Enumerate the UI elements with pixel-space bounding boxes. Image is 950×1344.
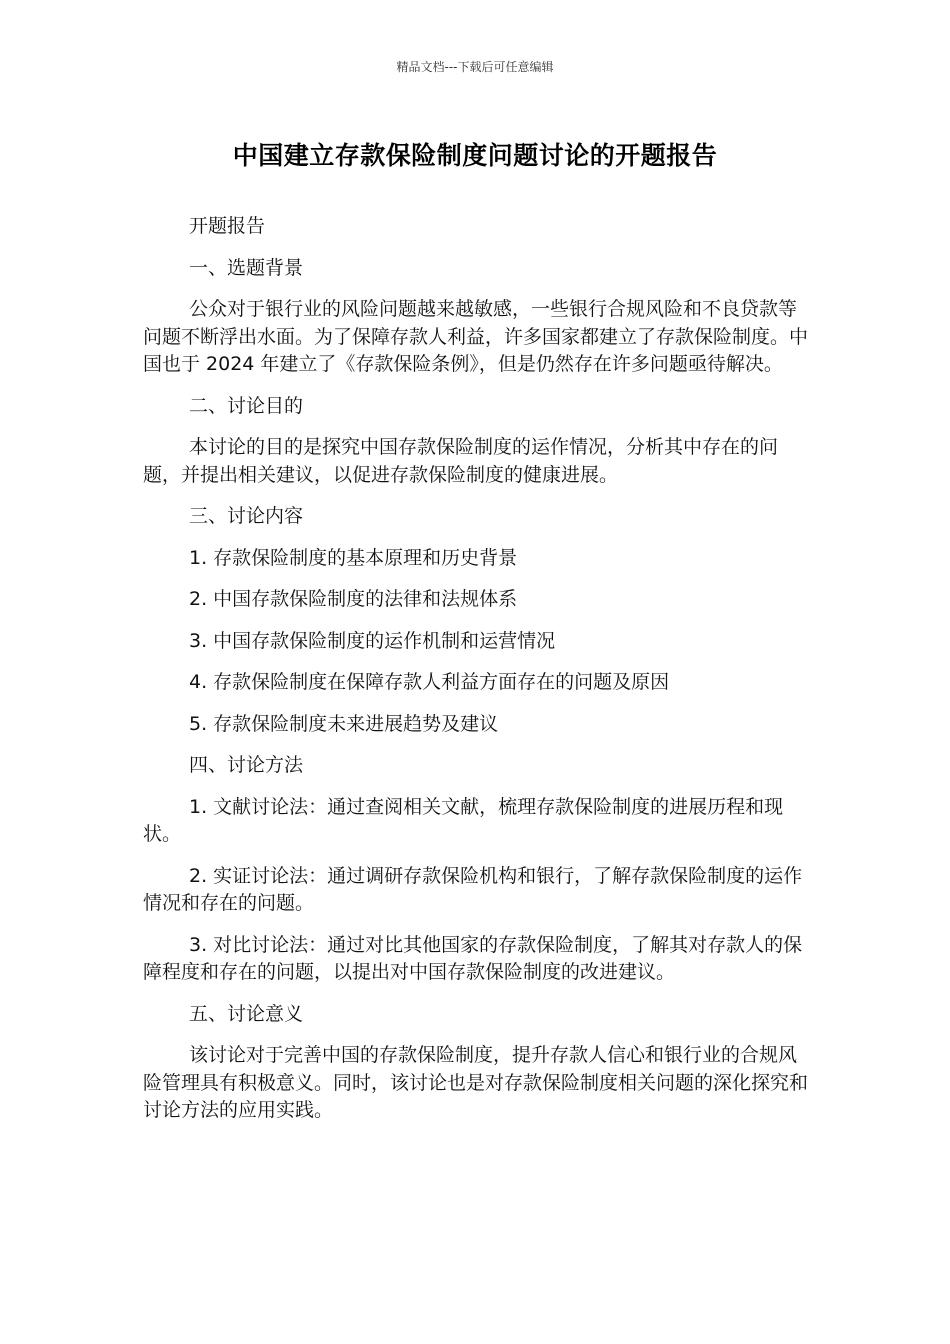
content-item-5: 5. 存款保险制度未来进展趋势及建议: [189, 712, 499, 735]
content-item-3: 3. 中国存款保险制度的运作机制和运营情况: [189, 629, 556, 652]
section-heading-background: 一、选题背景: [189, 256, 304, 279]
section-heading-significance: 五、讨论意义: [189, 1002, 304, 1025]
content-item-4: 4. 存款保险制度在保障存款人利益方面存在的问题及原因: [189, 671, 670, 693]
document-title: 中国建立存款保险制度问题讨论的开题报告: [232, 141, 718, 170]
section-label-report: 开题报告: [189, 215, 266, 237]
document-body: [143, 213, 811, 1139]
method-item-1: 1. 文献讨论法：通过查阅相关文献，梳理存款保险制度的进展历程和现状。: [143, 795, 784, 845]
section-heading-purpose: 二、讨论目的: [189, 394, 304, 417]
paragraph-background: 公众对于银行业的风险问题越来越敏感，一些银行合规风险和不良贷款等问题不断浮出水面。为了保障存款人利益，许多国家都建立了存款保险制度。中国也于 2024 年建立了《存款保险条例》，但是仍然存在许多问题亟待解决。: [143, 298, 809, 375]
content-item-1: 1. 存款保险制度的基本原理和历史背景: [189, 546, 518, 569]
page-header: 精品文档---下载后可任意编辑: [396, 60, 554, 74]
paragraph-purpose: 本讨论的目的是探究中国存款保险制度的运作情况，分析其中存在的问题，并提出相关建议，以促进存款保险制度的健康进展。: [143, 436, 779, 486]
paragraph-significance: 该讨论对于完善中国的存款保险制度，提升存款人信心和银行业的合规风险管理具有积极意义。同时，该讨论也是对存款保险制度相关问题的深化探究和讨论方法的应用实践。: [143, 1044, 809, 1121]
content-item-2: 2. 中国存款保险制度的法律和法规体系: [189, 588, 518, 610]
section-heading-content: 三、讨论内容: [189, 505, 304, 527]
section-heading-method: 四、讨论方法: [189, 754, 304, 776]
method-item-2: 2. 实证讨论法：通过调研存款保险机构和银行，了解存款保险制度的运作情况和存在的问题。: [143, 864, 803, 914]
method-item-3: 3. 对比讨论法：通过对比其他国家的存款保险制度，了解其对存款人的保障程度和存在的问题，以提出对中国存款保险制度的改进建议。: [143, 933, 803, 983]
